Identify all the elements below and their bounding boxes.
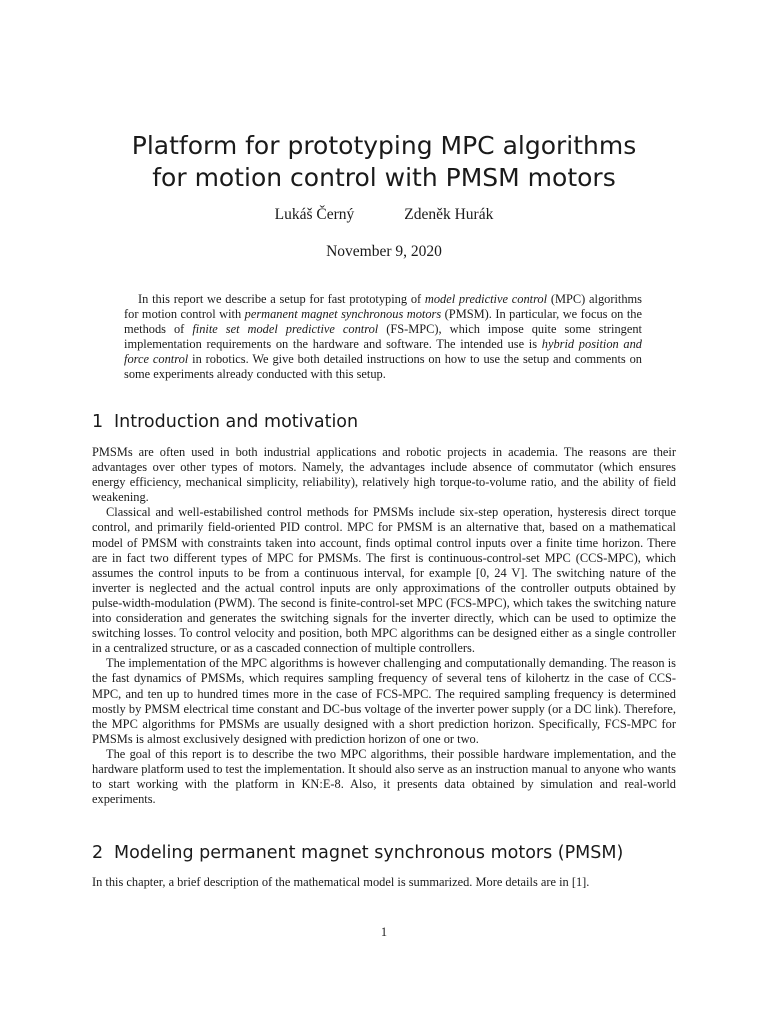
publication-date: November 9, 2020	[326, 243, 442, 260]
body-paragraph: The goal of this report is to describe the two MPC algorithms, their possible hardware implementation, and the hardware platform used to test the implementation. It should also serve as an instruction manual to anyone who wants to start working with the platform in KN:E-8. Also, it presents data obtained by simulation and real-world experiments.	[92, 746, 676, 807]
body-paragraph: The implementation of the MPC algorithms is however challenging and computationally demanding. The reason is the fast dynamics of PMSMs, which requires sampling frequency of several tens of kilohertz in the case of CCS-MPC, and ten up to hundred times more in the case of FCS-MPC. The required sampling frequency is determined mostly by PMSM electrical time constant and DC-bus voltage of the inverter power supply (or a DC link). Therefore, the MPC algorithms for PMSMs are usually designed with a short prediction horizon. Specifically, FCS-MPC for PMSMs is almost exclusively designed with prediction horizon of one or two.	[92, 656, 676, 746]
section-number: 2	[92, 843, 104, 863]
abstract-text: in robotics. We give both detailed instructions on how to use the setup and comments on some experiments already conducted with this setup.	[124, 352, 642, 382]
abstract-text: (PMSM). In particular, we focus on the methods of	[124, 307, 642, 337]
author-name: Zdeněk Hurák	[404, 206, 494, 223]
section-body-introduction	[92, 445, 676, 807]
body-paragraph: PMSMs are often used in both industrial applications and robotic projects in academia. The reasons are their advantages over other types of motors. Namely, the advantages include absence of commutator (which ensures energy efficiency, mechanical simplicity, reliability), relatively high torque-to-volume ratio, and the ability of field weakening.	[92, 445, 676, 505]
body-paragraph: In this chapter, a brief description of the mathematical model is summarized. More details are in [1].	[92, 875, 590, 889]
section-number: 1	[92, 412, 104, 432]
abstract-emphasis: permanent magnet synchronous motors	[244, 307, 442, 322]
paper-title	[60, 130, 708, 194]
body-paragraph: Classical and well-estabilished control methods for PMSMs include six-step operation, hysteresis direct torque control, and primarily field-oriented PID control. MPC for PMSM is an alternative that, based on a mathematical model of PMSM with constraints taken into account, finds optimal control inputs over a finite time horizon. There are in fact two different types of MPC for PMSMs. The first is continuous-control-set MPC (CCS-MPC), which assumes the control inputs to be from a continuous interval, for example [0, 24 V]. The switching nature of the inverter is neglected and the actual control inputs are only approximations of the controller outputs obtained by pulse-width-modulation (PWM). The second is finite-control-set MPC (FCS-MPC), which takes the switching nature into consideration and generates the switching signals for the inverter directly, which can be used to optimize the switching losses. To control velocity and position, both MPC algorithms can be designed either as a single controller in a centralized structure, or as a cascaded connection of multiple controllers.	[92, 505, 676, 656]
author-name: Lukáš Černý	[274, 206, 355, 223]
section-title-text: Introduction and motivation	[114, 412, 359, 432]
abstract-text: In this report we describe a setup for fast prototyping of	[138, 292, 425, 306]
abstract-emphasis: hybrid position and force control	[124, 337, 643, 367]
abstract-emphasis: finite set model predictive control	[192, 322, 379, 337]
abstract-text: (FS-MPC), which impose quite some stringent implementation requirements on the hardware and software. The intended use is	[124, 322, 642, 352]
section-title-text: Modeling permanent magnet synchronous motors (PMSM)	[114, 843, 624, 863]
section-heading-modeling	[92, 843, 692, 863]
author-list	[0, 206, 768, 224]
abstract	[124, 292, 642, 383]
abstract-emphasis: model predictive control	[424, 292, 548, 306]
section-body-modeling	[92, 875, 676, 890]
section-heading-introduction	[92, 412, 692, 432]
page-number: 1	[380, 925, 388, 939]
title-line-1: Platform for prototyping MPC algorithms	[131, 131, 637, 160]
abstract-text: (MPC) algorithms for motion control with	[124, 292, 642, 322]
title-line-2: for motion control with PMSM motors	[152, 163, 616, 192]
